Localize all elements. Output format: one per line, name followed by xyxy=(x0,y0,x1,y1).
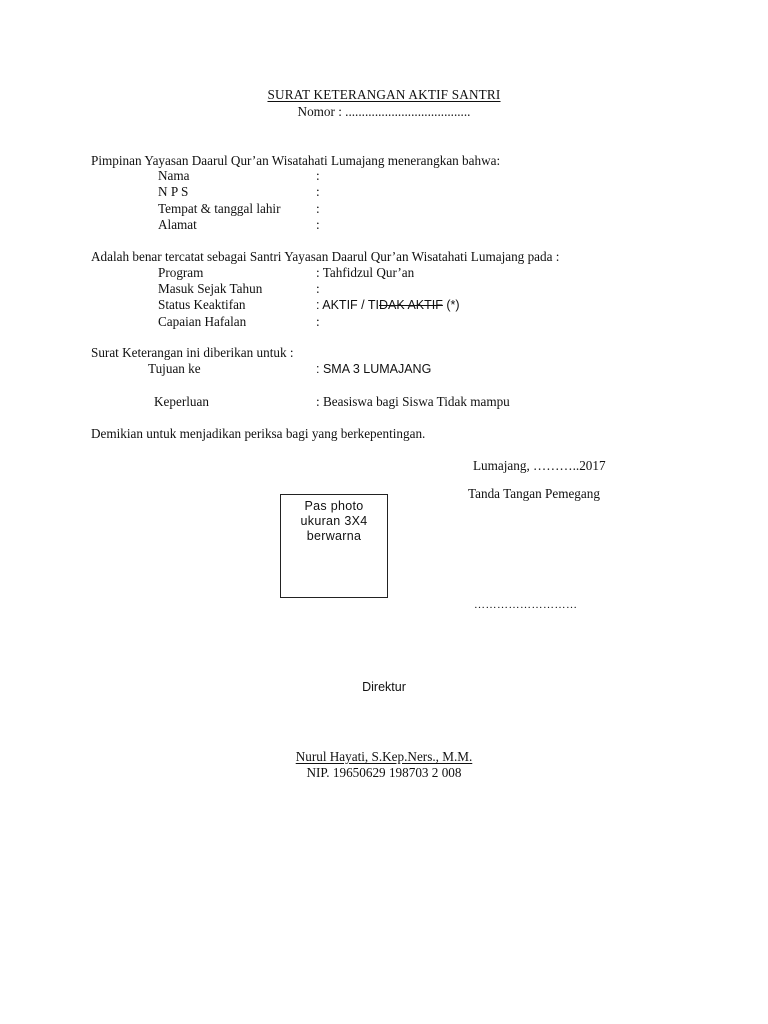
field-value: : xyxy=(316,217,320,232)
status-note: (*) xyxy=(442,298,460,312)
field-label: Nama xyxy=(158,168,190,183)
document-number: Nomor : ...................................... xyxy=(297,104,471,119)
field-label: Masuk Sejak Tahun xyxy=(158,281,263,296)
holder-signature-line: ……………………… xyxy=(474,599,578,611)
photo-label-line: Pas photo xyxy=(304,499,364,513)
intro-paragraph: Pimpinan Yayasan Daarul Qur’an Wisatahati Lumajang menerangkan bahwa: xyxy=(91,153,501,168)
photo-label xyxy=(281,499,387,544)
field-value: : xyxy=(316,201,320,216)
field-value-status xyxy=(316,297,460,313)
field-label: Tujuan ke xyxy=(148,361,201,376)
place-date: Lumajang, ………..2017 xyxy=(473,458,606,473)
director-title: Direktur xyxy=(362,680,406,694)
field-row-nps xyxy=(0,184,768,200)
field-row-masuk xyxy=(0,281,768,297)
field-value: : xyxy=(316,168,320,183)
field-value: : xyxy=(316,314,320,329)
photo-label-line: ukuran 3X4 xyxy=(300,514,368,528)
field-value: : Tahfidzul Qur’an xyxy=(316,265,415,280)
field-row-hafalan xyxy=(0,314,768,330)
field-label: Tempat & tanggal lahir xyxy=(158,201,281,216)
field-row-alamat xyxy=(0,217,768,233)
photo-placeholder xyxy=(280,494,388,598)
statement-paragraph: Adalah benar tercatat sebagai Santri Yayasan Daarul Qur’an Wisatahati Lumajang pada : xyxy=(91,249,560,264)
field-value: : xyxy=(316,184,320,199)
field-value: : Beasiswa bagi Siswa Tidak mampu xyxy=(316,394,510,409)
photo-label-line: berwarna xyxy=(306,529,362,543)
document-title: SURAT KETERANGAN AKTIF SANTRI xyxy=(267,87,501,102)
field-row-status xyxy=(0,297,768,313)
field-label: Capaian Hafalan xyxy=(158,314,247,329)
director-name xyxy=(0,749,768,765)
director-name-text: Nurul Hayati, S.Kep.Ners., M.M. xyxy=(295,749,473,764)
field-row-nama xyxy=(0,168,768,184)
field-row-tujuan xyxy=(0,361,768,377)
field-row-keperluan xyxy=(0,394,768,410)
closing-paragraph: Demikian untuk menjadikan periksa bagi yang berkepentingan. xyxy=(91,426,426,441)
holder-signature-title: Tanda Tangan Pemegang xyxy=(468,486,600,501)
field-label: N P S xyxy=(158,184,189,199)
field-value: : SMA 3 LUMAJANG xyxy=(316,362,432,376)
field-value: : xyxy=(316,281,320,296)
field-row-birth xyxy=(0,201,768,217)
status-active-text: : AKTIF / TI xyxy=(316,298,379,312)
director-nip: NIP. 19650629 198703 2 008 xyxy=(306,765,462,780)
status-struck-text: DAK AKTIF xyxy=(378,298,443,312)
field-label: Alamat xyxy=(158,217,197,232)
field-label: Keperluan xyxy=(154,394,209,409)
field-row-program xyxy=(0,265,768,281)
purpose-intro: Surat Keterangan ini diberikan untuk : xyxy=(91,345,294,360)
field-label: Status Keaktifan xyxy=(158,297,246,312)
field-label: Program xyxy=(158,265,204,280)
